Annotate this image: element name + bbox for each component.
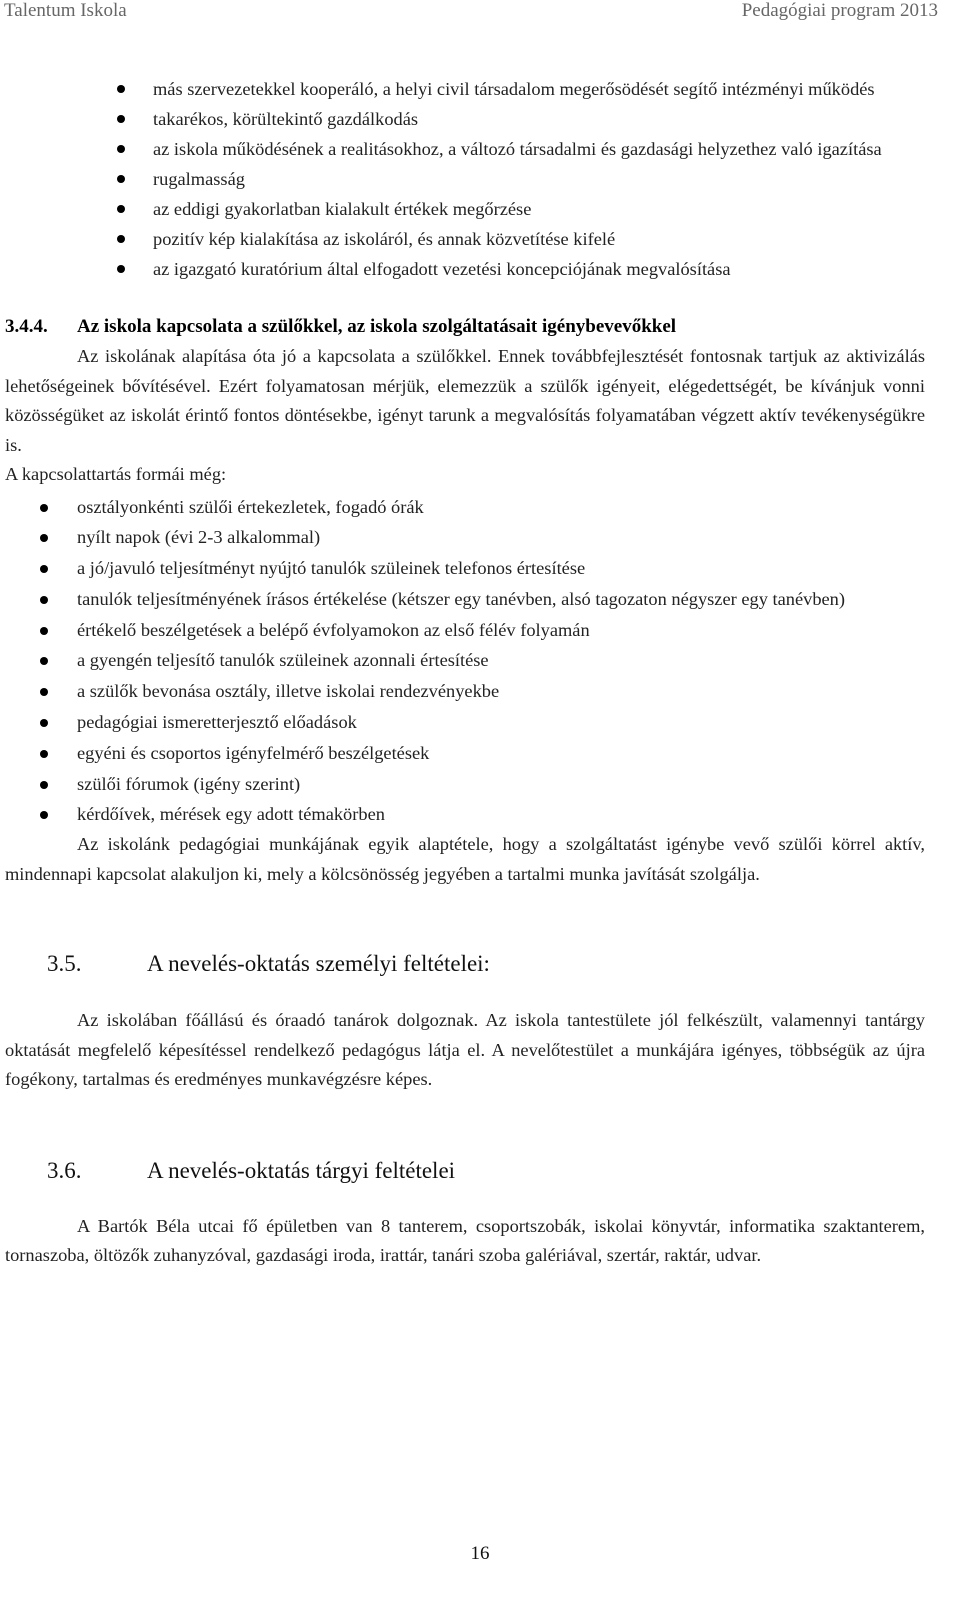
list-item: az igazgató kuratórium által elfogadott vezetési koncepciójának megvalósítása — [5, 254, 955, 284]
page-content — [5, 74, 955, 1271]
bullet-icon — [40, 596, 48, 604]
subsection-heading — [5, 312, 955, 342]
bullet-icon — [117, 175, 125, 183]
section-number: 3.6. — [47, 1157, 82, 1183]
section-heading-facilities — [47, 1156, 955, 1186]
principles-list — [5, 74, 955, 284]
bullet-icon — [40, 750, 48, 758]
subsection-number: 3.4.4. — [5, 316, 48, 337]
bullet-icon — [40, 657, 48, 665]
closing-paragraph: Az iskolánk pedagógiai munkájának egyik alaptétele, hogy a szolgáltatást igénybe vevő szülői körrel aktív, mindennapi kapcsolat alakuljon ki, mely a kölcsönösség jegyében a tartalmi munka javítását szolgálja. — [5, 834, 925, 884]
staff-paragraph: Az iskolában főállású és óraadó tanárok dolgoznak. Az iskola tantestülete jól felkészült, valamennyi tantárgy oktatását megfelelő képesítéssel rendelkező pedagógus látja el. A nevelőtestület a munkájára igényes, többségük az újra fogékony, tartalmas és eredményes munkavégzésre képes. — [5, 1010, 925, 1090]
section-number: 3.5. — [47, 951, 82, 977]
list-item: értékelő beszélgetések a belépő évfolyamokon az első félév folyamán — [5, 615, 955, 646]
contact-forms-intro: A kapcsolattartás formái még: — [5, 464, 227, 484]
list-item: az iskola működésének a realitásokhoz, a változó társadalmi és gazdasági helyzethez való igazítása — [5, 134, 955, 164]
list-item: tanulók teljesítményének írásos értékelése (kétszer egy tanévben, alsó tagozaton négyszer egy tanévben) — [5, 584, 955, 615]
bullet-icon — [40, 565, 48, 573]
bullet-icon — [40, 811, 48, 819]
parents-paragraph: Az iskolának alapítása óta jó a kapcsolata a szülőkkel. Ennek továbbfejlesztését fontosnak tartjuk az aktivizálás lehetőségeinek bővítésével. Ezért folyamatosan mérjük, elemezzük a szülők igényeit, elégedettségét, be kívánjuk vonni közösségüket az iskolát érintő fontos döntésekbe, igényt tarunk a megvalósítás folyamatában végzett aktív tevékenységükre is. — [5, 346, 925, 455]
bullet-icon — [40, 781, 48, 789]
list-item: pedagógiai ismeretterjesztő előadások — [5, 707, 955, 738]
header-school-name: Talentum Iskola — [4, 0, 127, 21]
list-item: a szülők bevonása osztály, illetve iskolai rendezvényekbe — [5, 676, 955, 707]
bullet-icon — [117, 205, 125, 213]
list-item: a gyengén teljesítő tanulók szüleinek azonnali értesítése — [5, 645, 955, 676]
header-document-title: Pedagógiai program 2013 — [741, 0, 938, 21]
list-item: más szervezetekkel kooperáló, a helyi civil társadalom megerősödését segítő intézményi működés — [5, 74, 955, 104]
bullet-icon — [40, 504, 48, 512]
contact-forms-list — [5, 492, 955, 831]
page-number: 16 — [470, 1543, 490, 1564]
list-item: pozitív kép kialakítása az iskoláról, és annak közvetítése kifelé — [5, 224, 955, 254]
bullet-icon — [40, 627, 48, 635]
list-item: takarékos, körültekintő gazdálkodás — [5, 104, 955, 134]
bullet-icon — [40, 688, 48, 696]
section-heading-staff — [47, 949, 955, 979]
section-title: A nevelés-oktatás tárgyi feltételei — [147, 1157, 456, 1183]
bullet-icon — [117, 235, 125, 243]
section-title: A nevelés-oktatás személyi feltételei: — [147, 951, 490, 977]
bullet-icon — [40, 534, 48, 542]
page-header — [0, 0, 960, 26]
bullet-icon — [117, 85, 125, 93]
subsection-title: Az iskola kapcsolata a szülőkkel, az iskola szolgáltatásait igénybevevőkkel — [77, 316, 677, 337]
list-item: az eddigi gyakorlatban kialakult értékek megőrzése — [5, 194, 955, 224]
list-item: nyílt napok (évi 2-3 alkalommal) — [5, 522, 955, 553]
list-item: osztályonkénti szülői értekezletek, fogadó órák — [5, 492, 955, 523]
bullet-icon — [40, 719, 48, 727]
list-item: rugalmasság — [5, 164, 955, 194]
list-item: egyéni és csoportos igényfelmérő beszélgetések — [5, 738, 955, 769]
bullet-icon — [117, 115, 125, 123]
facilities-paragraph: A Bartók Béla utcai fő épületben van 8 tanterem, csoportszobák, iskolai könyvtár, informatika szaktanterem, tornaszoba, öltözők zuhanyzóval, gazdasági iroda, irattár, tanári szoba galériával, szertár, raktár, udvar. — [5, 1215, 925, 1266]
list-item: szülői fórumok (igény szerint) — [5, 769, 955, 800]
list-item: kérdőívek, mérések egy adott témakörben — [5, 799, 955, 830]
list-item: a jó/javuló teljesítményt nyújtó tanulók szüleinek telefonos értesítése — [5, 553, 955, 584]
bullet-icon — [117, 265, 125, 273]
bullet-icon — [117, 145, 125, 153]
